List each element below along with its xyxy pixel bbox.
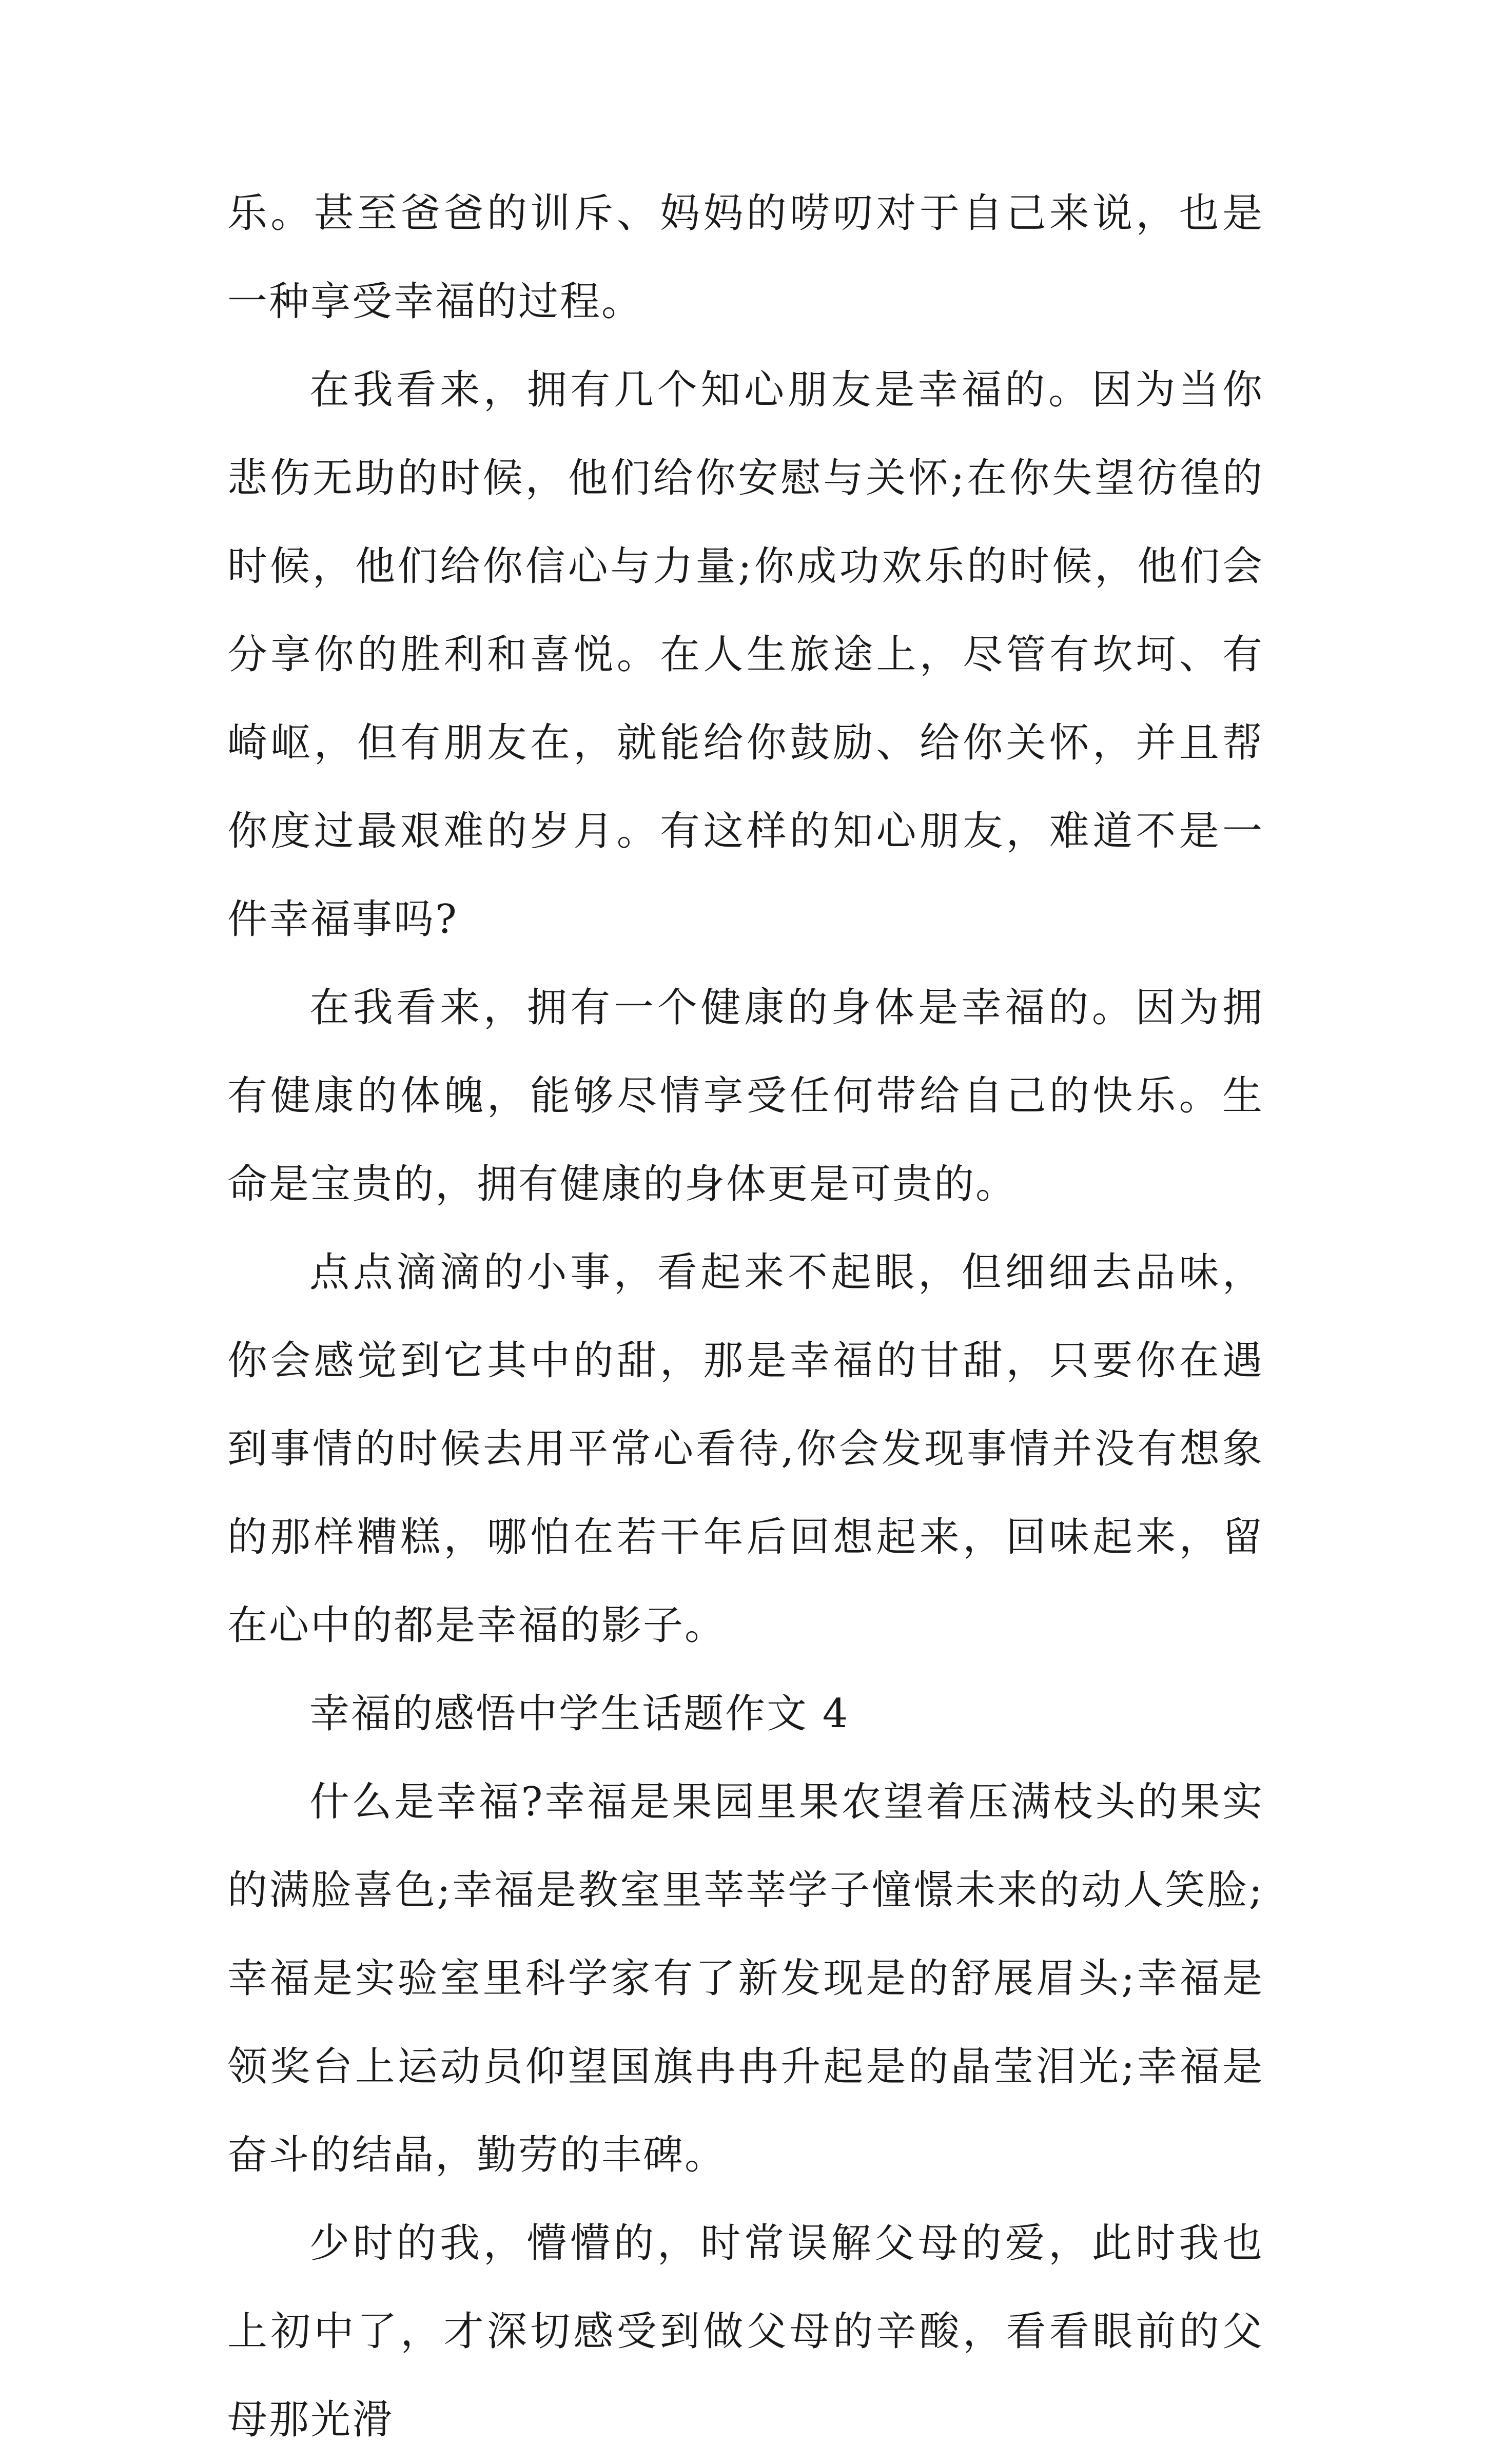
paragraph-5: 什么是幸福?幸福是果园里果农望着压满枝头的果实的满脸喜色;幸福是教室里莘莘学子憧憬未来的动人笑脸;幸福是实验室里科学家有了新发现是的舒展眉头;幸福是领奖台上运动员仰望国旗冉冉升起是的晶莹泪光;幸福是奋斗的结晶，勤劳的丰碑。 (227, 1779, 1264, 2178)
paragraph-6: 少时的我，懵懵的，时常误解父母的爱，此时我也上初中了，才深切感受到做父母的辛酸，看看眼前的父母那光滑 (227, 2220, 1264, 2443)
paragraph-4: 点点滴滴的小事，看起来不起眼，但细细去品味，你会感觉到它其中的甜，那是幸福的甘甜，只要你在遇到事情的时候去用平常心看待,你会发现事情并没有想象的那样糟糕，哪怕在若干年后回想起来，回味起来，留在心中的都是幸福的影子。 (227, 1249, 1264, 1649)
paragraph-3: 在我看来，拥有一个健康的身体是幸福的。因为拥有健康的体魄，能够尽情享受任何带给自己的快乐。生命是宝贵的，拥有健康的身体更是可贵的。 (227, 985, 1264, 1207)
paragraph-2: 在我看来，拥有几个知心朋友是幸福的。因为当你悲伤无助的时候，他们给你安慰与关怀;在你失望彷徨的时候，他们给你信心与力量;你成功欢乐的时候，他们会分享你的胜利和喜悦。在人生旅途上，尽管有坎坷、有崎岖，但有朋友在，就能给你鼓励、给你关怀，并且帮你度过最艰难的岁月。有这样的知心朋友，难道不是一件幸福事吗? (227, 367, 1264, 943)
document-body (227, 169, 1264, 2464)
paragraph-1: 乐。甚至爸爸的训斥、妈妈的唠叨对于自己来说，也是一种享受幸福的过程。 (227, 190, 1264, 325)
section-heading: 幸福的感悟中学生话题作文 4 (309, 1691, 850, 1737)
